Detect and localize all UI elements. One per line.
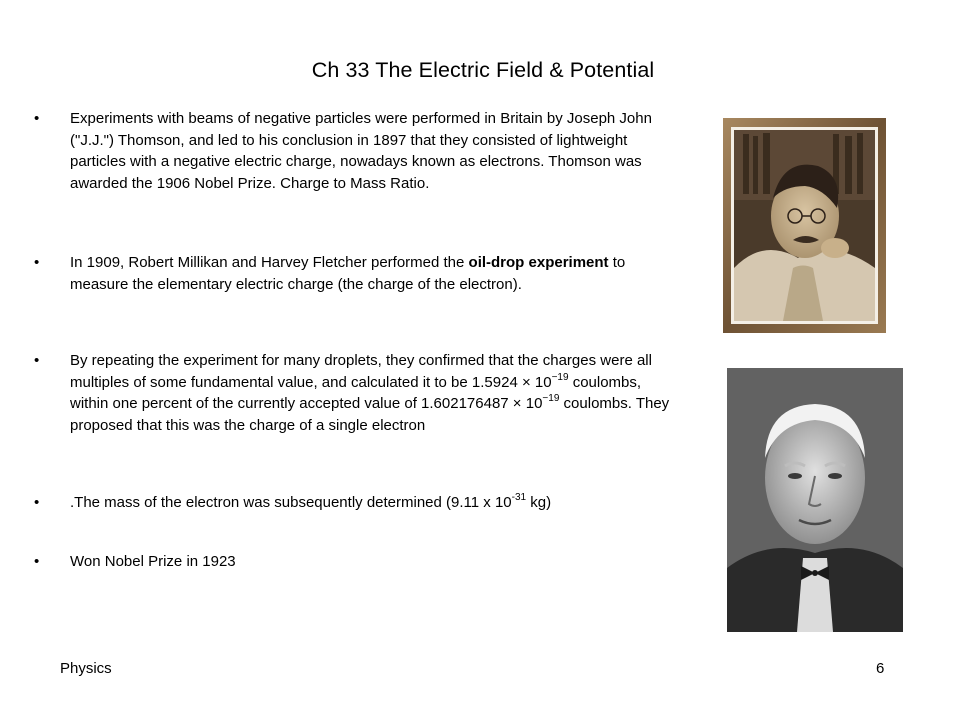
exponent: −19 <box>551 371 569 383</box>
millikan-photo <box>727 368 903 632</box>
footer-subject: Physics <box>60 660 112 677</box>
bullet-text-part: In 1909, Robert Millikan and Harvey Fletcher performed the <box>70 254 469 271</box>
bullet-marker: • <box>34 110 40 127</box>
bullet-text: Experiments with beams of negative particles were performed in Britain by Joseph John ("J.J.") Thomson, and led to his conclusion in 1897 that they consisted of lightweight particles with a negative electric charge, nowadays known as electrons. Thomson was awarded the 1906 Nobel Prize. Charge to Mass Ratio. <box>70 110 652 192</box>
bullet-marker: • <box>34 352 40 369</box>
bullet-text: Won Nobel Prize in 1923 <box>70 553 236 570</box>
bullet-text-part: to measure the elementary electric charge (the charge of the electron). <box>70 254 626 293</box>
bold-term: oil-drop experiment <box>468 254 609 271</box>
slide-title: Ch 33 The Electric Field & Potential <box>311 58 655 82</box>
exponent: −19 <box>542 393 560 404</box>
bullet-marker: • <box>34 254 40 271</box>
bullet-text-part: .The mass of the electron was subsequently determined (9.11 x 10 <box>70 494 512 511</box>
bullet-marker: • <box>34 553 40 570</box>
thomson-photo <box>723 118 886 333</box>
bullet-marker: • <box>34 494 40 511</box>
bullet-text <box>70 350 678 436</box>
bullet-text-part: kg) <box>526 494 552 511</box>
bullet-text-part: By repeating the experiment for many droplets, they confirmed that the charges were all multiples of some fundamental value, and calculated it to be 1.5924 × 10 <box>70 352 652 391</box>
exponent: -31 <box>511 492 527 503</box>
bullet-text-part: coulombs. They proposed that this was the charge of a single electron <box>70 395 670 434</box>
bullet-text <box>70 492 678 514</box>
page-number: 6 <box>876 660 885 677</box>
bullet-text-part: coulombs, within one percent of the currently accepted value of 1.602176487 × 10 <box>70 373 642 412</box>
bullet-text <box>70 252 678 295</box>
